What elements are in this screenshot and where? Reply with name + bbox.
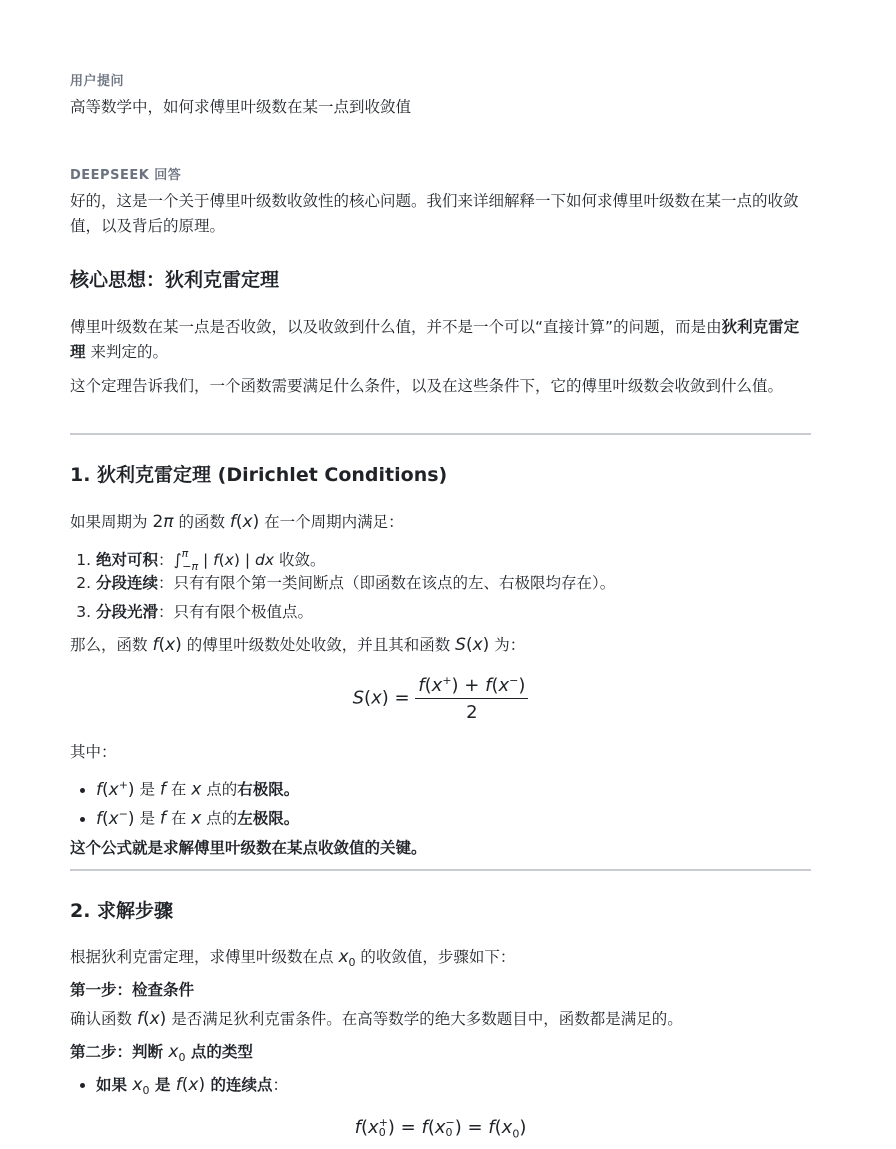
core-paragraph-1: 傅里叶级数在某一点是否收敛，以及收敛到什么值，并不是一个可以“直接计算”的问题，而是由狄利克雷定理 来判定的。 xyxy=(70,318,800,361)
condition-item: 1. 绝对可积：∫$^\pi_{-\pi}$ | f(x) | dx 收敛。 xyxy=(96,539,615,569)
integral-expression: ∫$^\pi_{-\pi}$ | f(x) | dx xyxy=(173,547,275,573)
step1-title: 第一步：检查条件 xyxy=(70,981,195,999)
continuity-formula: f(x + 0 ) = f(x − 0 ) = $f(x_0)$ xyxy=(354,1116,527,1141)
bullet-item: • 如果 $x_0$ 是 f(x) 的连续点： xyxy=(96,1071,288,1100)
condition-item: 2. 分段连续：只有有限个第一类间断点（即函数在该点的左、右极限均存在）。 xyxy=(96,569,615,599)
assistant-intro: 好的，这是一个关于傅里叶级数收敛性的核心问题。我们来详细解释一下如何求傅里叶级数在某一点的收敛值，以及背后的原理。 xyxy=(70,192,799,235)
divider xyxy=(70,869,811,871)
limit-bullets xyxy=(70,770,299,828)
section2-heading: 2. 求解步骤 xyxy=(70,900,174,922)
assistant-role-label: DEEPSEEK 回答 xyxy=(70,168,182,183)
step2-bullets xyxy=(70,1071,288,1100)
conditions-intro: 如果周期为 2π 的函数 f(x) 在一个周期内满足： xyxy=(70,512,404,532)
then-sentence: 那么，函数 f(x) 的傅里叶级数处处收敛，并且其和函数 S(x) 为： xyxy=(70,635,526,655)
divider xyxy=(70,433,811,435)
core-paragraph-2: 这个定理告诉我们，一个函数需要满足什么条件，以及在这些条件下，它的傅里叶级数会收敛到什么值。 xyxy=(70,377,784,395)
bullet-item: • f(x−) 是 f 在 x 点的左极限。 xyxy=(96,799,299,828)
core-heading: 核心思想：狄利克雷定理 xyxy=(70,269,280,291)
user-role-label: 用户提问 xyxy=(70,74,125,89)
step1-text: 确认函数 f(x) 是否满足狄利克雷条件。在高等数学的绝大多数题目中，函数都是满足的。 xyxy=(70,1009,683,1029)
section1-heading: 1. 狄利克雷定理 (Dirichlet Conditions) xyxy=(70,464,448,486)
user-question: 高等数学中，如何求傅里叶级数在某一点到收敛值 xyxy=(70,98,412,116)
steps-intro: 根据狄利克雷定理，求傅里叶级数在点 $x_0$ 的收敛值，步骤如下： xyxy=(70,947,516,970)
dirichlet-formula: S(x) = $\frac{f(x^+) + f(x^-)}{2}$ xyxy=(70,674,811,723)
condition-item: 3. 分段光滑：只有有限个极值点。 xyxy=(96,598,615,628)
conditions-list xyxy=(70,539,615,628)
step2-title: 第二步：判断 $x_0$ 点的类型 xyxy=(70,1042,253,1065)
key-sentence: 这个公式就是求解傅里叶级数在某点收敛值的关键。 xyxy=(70,839,427,857)
where-label: 其中： xyxy=(70,743,117,761)
bullet-item: • f(x+) 是 f 在 x 点的右极限。 xyxy=(96,770,299,799)
